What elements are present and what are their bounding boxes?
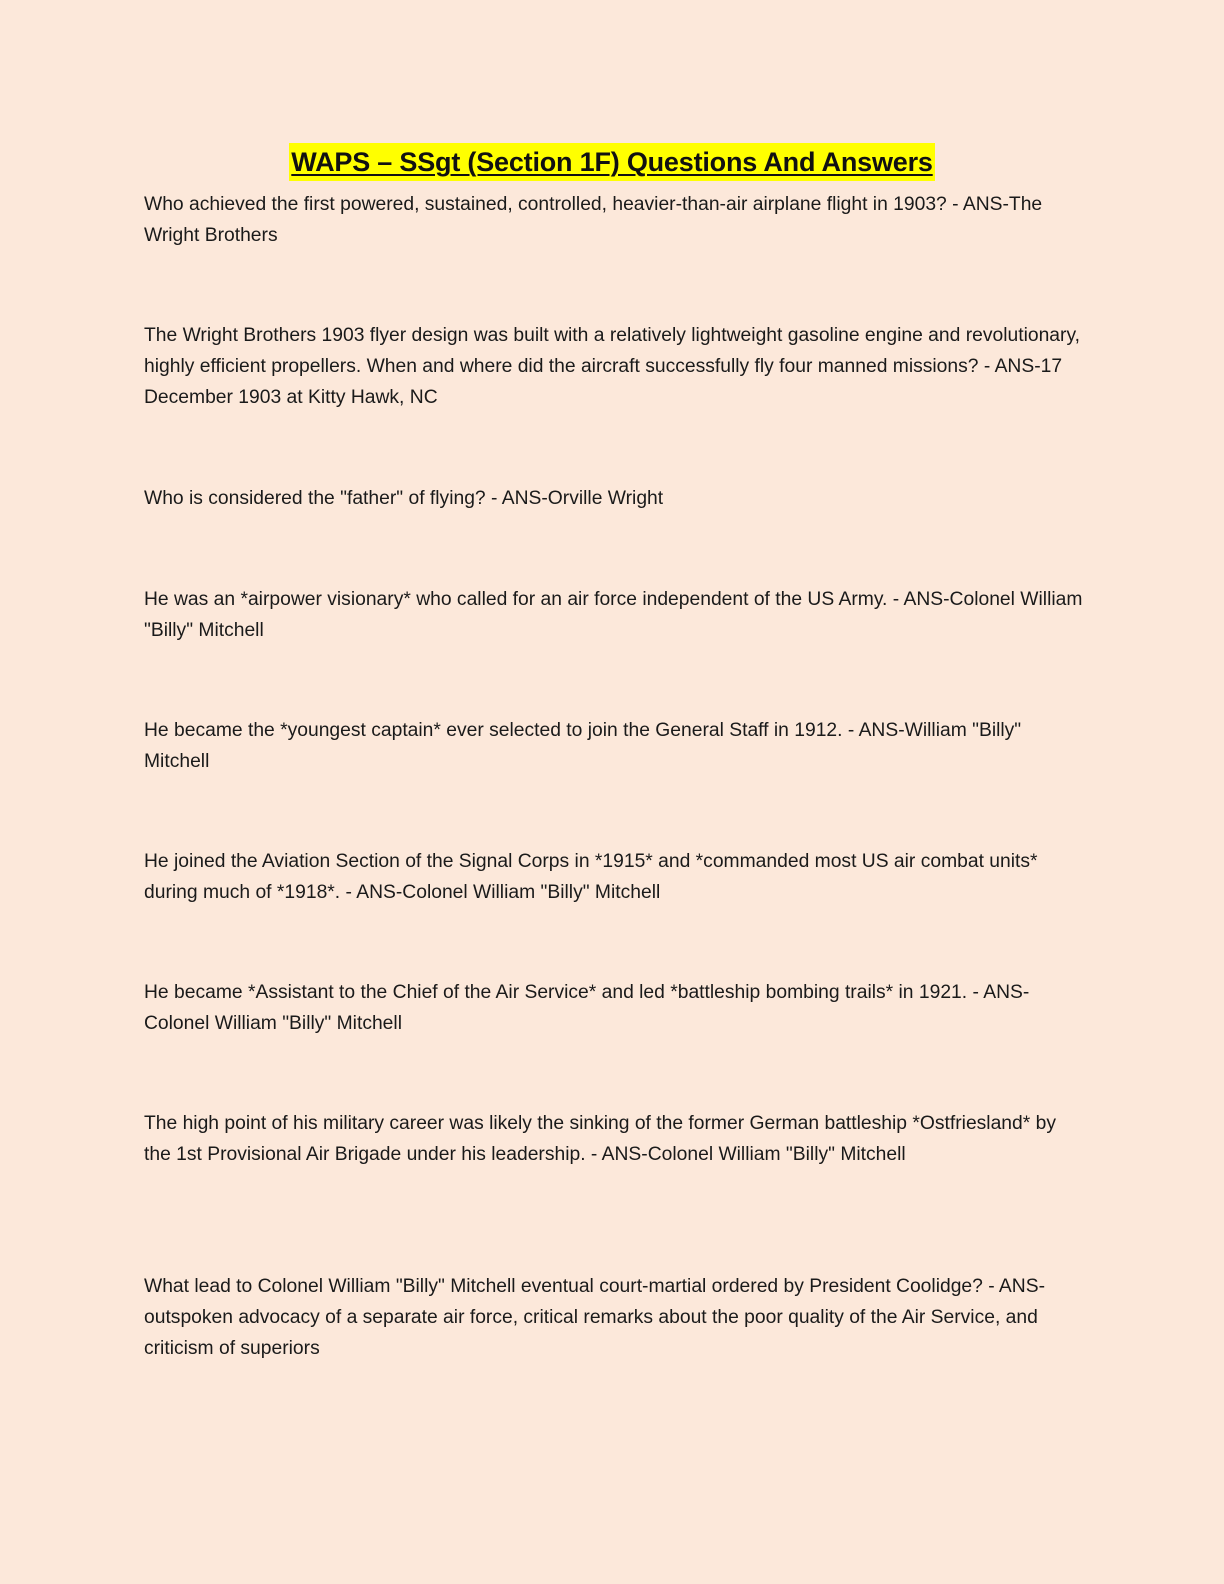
qa-item: The high point of his military career was likely the sinking of the former German battleship *Ostfriesland* by the 1st Provisional Air Brigade under his leadership. - ANS-Colonel William "Billy" Mitchell <box>144 1113 1056 1165</box>
qa-item: Who achieved the first powered, sustained, controlled, heavier-than-air airplane flight in 1903? - ANS-The Wright Brothers <box>144 194 1043 246</box>
document-title: WAPS – SSgt (Section 1F) Questions And Answers <box>289 143 934 181</box>
qa-item: The Wright Brothers 1903 flyer design was built with a relatively lightweight gasoline engine and revolutionary, highly efficient propellers. When and where did the aircraft successfully fly four manned missions? - ANS-17 December 1903 at Kitty Hawk, NC <box>144 325 1081 408</box>
qa-item: He became *Assistant to the Chief of the Air Service* and led *battleship bombing trails* in 1921. - ANS-Colonel William "Billy" Mitchell <box>144 982 1030 1034</box>
qa-item: Who is considered the "father" of flying? - ANS-Orville Wright <box>144 488 664 509</box>
qa-item: He joined the Aviation Section of the Signal Corps in *1915* and *commanded most US air combat units* during much of *1918*. - ANS-Colonel William "Billy" Mitchell <box>144 851 1038 903</box>
qa-item: What lead to Colonel William "Billy" Mitchell eventual court-martial ordered by President Coolidge? - ANS-outspoken advocacy of a separate air force, critical remarks about the poor quality of the Air Service, and criticism of superiors <box>144 1276 1046 1359</box>
qa-item: He became the *youngest captain* ever selected to join the General Staff in 1912. - ANS-William "Billy" Mitchell <box>144 720 1022 772</box>
qa-item: He was an *airpower visionary* who called for an air force independent of the US Army. - ANS-Colonel William "Billy" Mitchell <box>144 589 1083 641</box>
title-container <box>0 143 1224 181</box>
